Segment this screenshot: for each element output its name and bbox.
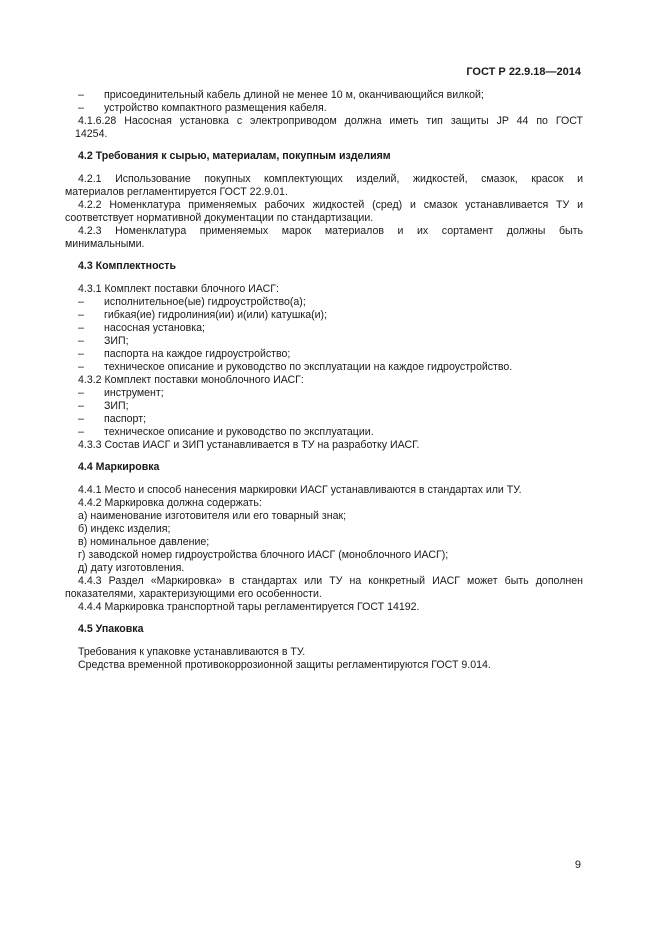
paragraph-4-2-3-line2: минимальными. xyxy=(65,238,145,250)
paragraph-4-2-3-line1: 4.2.3 Номенклатура применяемых марок материалов и их сортамент должны быть xyxy=(78,225,583,237)
paragraph-4-5-2: Средства временной противокоррозионной защиты регламентируются ГОСТ 9.014. xyxy=(78,659,491,671)
paragraph-4-3-3: 4.3.3 Состав ИАСГ и ЗИП устанавливается в ТУ на разработку ИАСГ. xyxy=(78,439,420,451)
list-item: а) наименование изготовителя или его товарный знак; xyxy=(78,510,347,522)
paragraph-4-5-1: Требования к упаковке устанавливаются в ТУ. xyxy=(78,646,306,658)
paragraph-4-4-4: 4.4.4 Маркировка транспортной тары регламентируется ГОСТ 14192. xyxy=(78,601,420,613)
document-header: ГОСТ Р 22.9.18—2014 xyxy=(466,66,581,78)
page-content xyxy=(65,89,583,672)
list-item: – ЗИП; xyxy=(78,400,129,412)
list-item: г) заводской номер гидроустройства блочного ИАСГ (моноблочного ИАСГ); xyxy=(78,549,449,561)
list-item: в) номинальное давление; xyxy=(78,536,210,548)
list-item: б) индекс изделия; xyxy=(78,523,171,535)
paragraph-4-1-6-28-line2: 14254. xyxy=(75,128,108,140)
paragraph-4-2-1-line2: материалов регламентируется ГОСТ 22.9.01. xyxy=(65,186,288,198)
section-heading-4-3: 4.3 Комплектность xyxy=(78,260,176,272)
list-item: д) дату изготовления. xyxy=(78,562,185,574)
page-number: 9 xyxy=(574,859,581,871)
paragraph-4-3-2: 4.3.2 Комплект поставки моноблочного ИАСГ: xyxy=(78,374,304,386)
section-heading-4-4: 4.4 Маркировка xyxy=(78,461,160,473)
list-item: – насосная установка; xyxy=(78,322,205,334)
paragraph-4-4-1: 4.4.1 Место и способ нанесения маркировки ИАСГ устанавливаются в стандартах или ТУ. xyxy=(78,484,522,496)
paragraph-4-4-2: 4.4.2 Маркировка должна содержать: xyxy=(78,497,262,509)
list-item: – гибкая(ие) гидролиния(ии) и(или) катушка(и); xyxy=(78,309,328,321)
list-item: – паспорт; xyxy=(78,413,147,425)
paragraph-4-2-1-line1: 4.2.1 Использование покупных комплектующих изделий, жидкостей, смазок, красок и xyxy=(78,173,583,185)
paragraph-4-4-3-line1: 4.4.3 Раздел «Маркировка» в стандартах или ТУ на конкретный ИАСГ может быть дополнен xyxy=(78,575,583,587)
paragraph-4-2-2-line1: 4.2.2 Номенклатура применяемых рабочих жидкостей (сред) и смазок устанавливается ТУ и xyxy=(78,199,583,211)
paragraph-4-3-1: 4.3.1 Комплект поставки блочного ИАСГ: xyxy=(78,283,279,295)
paragraph-4-2-2-line2: соответствует нормативной документации по стандартизации. xyxy=(65,212,374,224)
list-item: – инструмент; xyxy=(78,387,164,399)
list-item: – присоединительный кабель длиной не менее 10 м, оканчивающийся вилкой; xyxy=(78,89,484,101)
list-item: – техническое описание и руководство по эксплуатации на каждое гидроустройство. xyxy=(78,361,513,373)
section-heading-4-2: 4.2 Требования к сырью, материалам, покупным изделиям xyxy=(78,150,391,162)
list-item: – ЗИП; xyxy=(78,335,129,347)
section-heading-4-5: 4.5 Упаковка xyxy=(78,623,144,635)
list-item: – устройство компактного размещения кабеля. xyxy=(78,102,327,114)
list-item: – паспорта на каждое гидроустройство; xyxy=(78,348,291,360)
paragraph-4-4-3-line2: показателями, характеризующими его особенности. xyxy=(65,588,322,600)
list-item: – исполнительное(ые) гидроустройство(а); xyxy=(78,296,306,308)
paragraph-4-1-6-28-line1: 4.1.6.28 Насосная установка с электроприводом должна иметь тип защиты JP 44 по ГОСТ xyxy=(78,115,583,127)
list-item: – техническое описание и руководство по эксплуатации. xyxy=(78,426,374,438)
